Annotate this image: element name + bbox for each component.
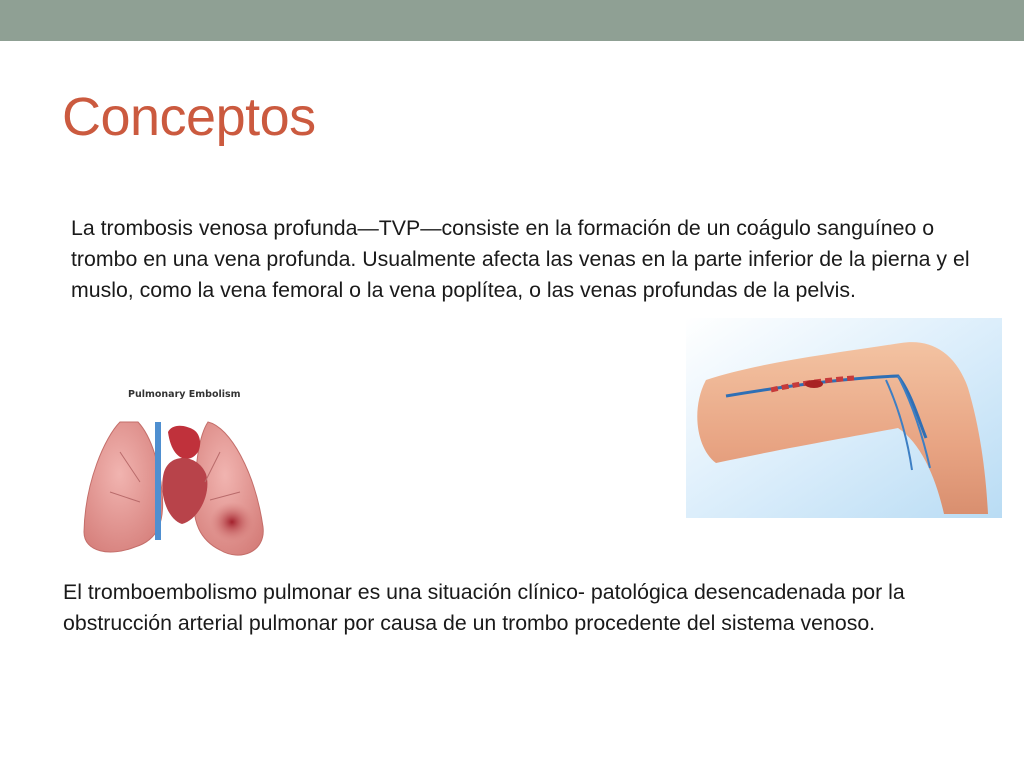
slide-title: Conceptos	[62, 87, 316, 147]
thrombus	[805, 380, 823, 388]
paragraph-dvt-definition: La trombosis venosa profunda—TVP—consiste en la formación de un coágulo sanguíneo o trombo en una vena profunda. Usualmente afecta las venas en la parte inferior de la pierna y el muslo, como la vena femoral o la vena poplítea, o las venas profundas de la pelvis.	[71, 216, 970, 302]
lung-figure-caption: Pulmonary Embolism	[128, 389, 241, 400]
leg-vein-illustration	[686, 318, 1002, 518]
leg-vein-illustration-svg	[686, 318, 1002, 518]
lungs-svg	[80, 382, 280, 562]
top-bar	[0, 0, 1024, 41]
pulmonary-embolism-illustration	[80, 382, 280, 562]
left-lung	[84, 422, 163, 552]
heart-vessels	[168, 426, 200, 459]
embolism-area	[210, 502, 254, 542]
vena-cava	[155, 422, 161, 540]
paragraph-pe-definition: El tromboembolismo pulmonar es una situación clínico- patológica desencadenada por la obstrucción arterial pulmonar por causa de un trombo procedente del sistema venoso.	[63, 580, 905, 635]
